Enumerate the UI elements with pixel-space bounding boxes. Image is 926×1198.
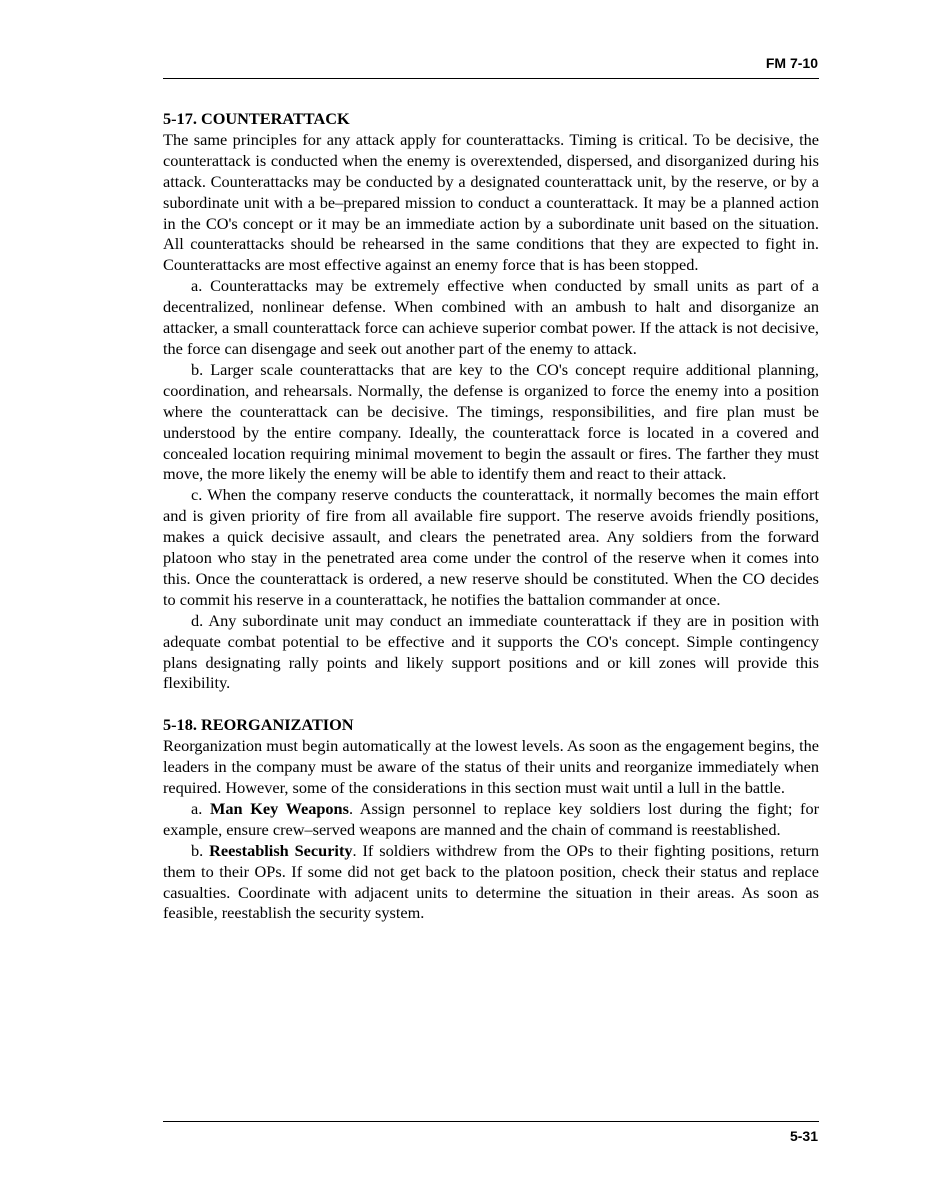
section-5-17-intro: The same principles for any attack apply for counterattacks. Timing is critical. To be decisive, the counterattack is conducted when the enemy is overextended, dispersed, and disorganized during his attack. Counterattacks may be conducted by a designated counterattack unit, by the reserve, or by a subordinate unit with a be–prepared mission to conduct a counterattack. It may be a planned action in the CO's concept or it may be an immediate action by a subordinate unit based on the situation. All counterattacks should be rehearsed in the same conditions that they are expected to fight in. Counterattacks are most effective against an enemy force that is has been stopped. — [163, 129, 819, 275]
section-5-18-heading: 5-18. REORGANIZATION — [163, 715, 354, 735]
page-body — [163, 109, 819, 924]
section-5-17-para-c: c. When the company reserve conducts the counterattack, it normally becomes the main effort and is given priority of fire from all available fire support. The reserve avoids friendly positions, makes a quick decisive assault, and clears the penetrated area. Any soldiers from the forward platoon who stay in the penetrated area come under the control of the reserve when it comes into this. Once the counterattack is ordered, a new reserve should be constituted. When the CO decides to commit his reserve in a counterattack, he notifies the battalion commander at once. — [163, 485, 819, 609]
para-a-title: Man Key Weapons — [209, 798, 349, 818]
section-5-17-heading: 5-17. COUNTERATTACK — [163, 109, 350, 128]
header-rule — [163, 78, 819, 79]
section-5-18-intro: Reorganization must begin automatically at the lowest levels. As soon as the engagement begins, the leaders in the company must be aware of the status of their units and reorganize immediately when required. However, some of the considerations in this section must wait until a lull in the battle. — [163, 736, 819, 797]
section-5-17-para-a: a. Counterattacks may be extremely effective when conducted by small units as part of a decentralized, nonlinear defense. When combined with an ambush to halt and disorganize an attacker, a small counterattack force can achieve superior combat power. If the attack is not decisive, the force can disengage and seek out another part of the enemy to attack. — [163, 276, 819, 358]
para-b-prefix: b. — [191, 840, 210, 860]
para-b-title: Reestablish Security — [209, 840, 353, 860]
manual-header: FM 7-10 — [765, 55, 818, 71]
para-a-text: . Assign personnel to replace key soldiers lost during the fight; for example, ensure crew–served weapons are manned and the chain of command is reestablished. — [163, 798, 820, 839]
section-5-17-para-d: d. Any subordinate unit may conduct an immediate counterattack if they are in position with adequate combat potential to be effective and it supports the CO's concept. Simple contingency plans designating rally points and likely support positions and or kill zones will provide this flexibility. — [163, 610, 819, 693]
section-5-18-para-a — [163, 799, 819, 841]
section-gap — [163, 694, 819, 715]
para-b-text: . If soldiers withdrew from the OPs to their fighting positions, return them to their OPs. If some did not get back to the platoon position, check their status and replace casualties. Coordinate with adjacent units to determine the situation in their areas. As soon as feasible, reestablish the security system. — [163, 840, 820, 923]
page-number: 5-31 — [789, 1128, 818, 1144]
para-a-prefix: a. — [191, 798, 210, 818]
section-5-18-para-b — [163, 841, 819, 925]
footer-rule — [163, 1121, 819, 1122]
section-5-17-para-b: b. Larger scale counterattacks that are key to the CO's concept require additional planning, coordination, and rehearsals. Normally, the defense is organized to force the enemy into a position where the counterattack can be decisive. The timings, responsibilities, and fire plan must be understood by the entire company. Ideally, the counterattack force is located in a covered and concealed location requiring minimal movement to begin the assault or fires. The farther they must move, the more likely the enemy will be able to identify them and react to their attack. — [163, 359, 819, 484]
